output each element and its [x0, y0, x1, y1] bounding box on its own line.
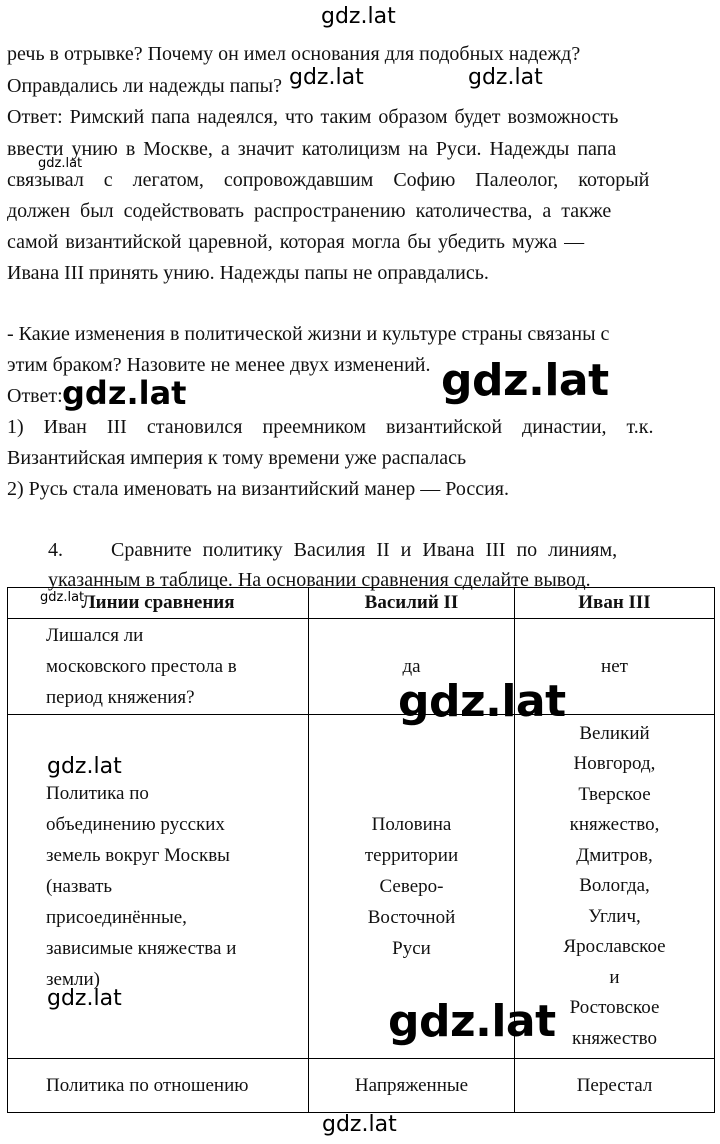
- answer-line-5: самой византийской царевной, которая могла бы убедить мужа —: [7, 231, 585, 253]
- watermark: gdz.lat: [441, 355, 609, 406]
- table-cell: [8, 619, 309, 715]
- answer-line-2: ввести унию в Москве, а значит католицизм на Руси. Надежды папа: [7, 138, 617, 160]
- header-vasily: Василий II: [309, 588, 515, 619]
- watermark-top: gdz.lat: [321, 4, 396, 29]
- task-line-2: указанным в таблице. На основании сравнения сделайте вывод.: [48, 569, 591, 591]
- watermark: gdz.lat: [38, 156, 83, 171]
- cell-text: Ярославское: [563, 936, 666, 958]
- table-cell: [309, 1059, 515, 1113]
- cell-text: княжество: [572, 1027, 657, 1049]
- table-row: [8, 619, 715, 715]
- cell-text: Политика по отношению: [46, 1075, 249, 1096]
- question-text: речь в отрывке? Почему он имел основания для подобных надежд?: [7, 43, 581, 65]
- cell-text: московского престола в: [46, 656, 237, 677]
- cell-text: (назвать: [46, 876, 113, 897]
- cell-text: Углич,: [588, 905, 641, 927]
- cell-text: Северо-: [379, 876, 444, 897]
- answer2-line-1: 1) Иван III становился преемником византийской династии, т.к.: [7, 416, 654, 438]
- watermark: gdz.lat: [388, 996, 556, 1047]
- answer2-label: Ответ:: [7, 385, 63, 407]
- cell-text: Лишался ли: [46, 625, 144, 646]
- question2-line-1: - Какие изменения в политической жизни и культуре страны связаны с: [7, 323, 610, 345]
- table-row: [8, 1059, 715, 1113]
- answer-line-1: Ответ: Римский папа надеялся, что таким образом будет возможность: [7, 106, 619, 128]
- question-text-line-2: Оправдались ли надежды папы?: [7, 75, 282, 97]
- question-text-line-1: [7, 42, 628, 66]
- watermark-bottom: gdz.lat: [322, 1112, 397, 1137]
- watermark: gdz.lat: [62, 374, 187, 412]
- watermark: gdz.lat: [47, 986, 122, 1011]
- watermark: gdz.lat: [289, 65, 364, 90]
- table-cell: [515, 1059, 715, 1113]
- comparison-table: [7, 587, 715, 1113]
- cell-text: и: [609, 966, 620, 988]
- cell-text: Восточной: [367, 907, 456, 928]
- cell-text: Новгород,: [573, 753, 656, 775]
- answer-line-3: связывал с легатом, сопровождавшим Софию Палеолог, который: [7, 169, 650, 191]
- answer-line-4: должен был содействовать распространению католичества, а также: [7, 200, 612, 222]
- header-comparison-lines: Линии сравнения: [8, 588, 309, 619]
- cell-text: присоединённые,: [46, 907, 187, 928]
- cell-text: Тверское: [578, 783, 651, 805]
- task-line-1: Сравните политику Василия II и Ивана III по линиям,: [111, 539, 618, 561]
- cell-text: Политика по: [46, 783, 149, 804]
- cell-text: объединению русских: [46, 814, 225, 835]
- cell-text: период княжения?: [46, 687, 195, 708]
- answer-line-6: Ивана III принять унию. Надежды папы не оправдались.: [7, 262, 489, 284]
- watermark: gdz.lat: [468, 65, 543, 90]
- cell-text: да: [402, 656, 421, 677]
- cell-text: земли): [46, 969, 100, 990]
- table-cell: [8, 1059, 309, 1113]
- answer2-line-2: Византийская империя к тому времени уже распалась: [7, 447, 467, 469]
- watermark: gdz.lat: [398, 676, 566, 727]
- header-ivan: Иван III: [515, 588, 715, 619]
- cell-text: нет: [601, 656, 628, 677]
- cell-text: земель вокруг Москвы: [46, 845, 230, 866]
- cell-text: Вологда,: [579, 875, 650, 897]
- cell-text: Дмитров,: [576, 844, 653, 866]
- table-header-row: [8, 588, 715, 619]
- task-number: 4.: [48, 539, 63, 561]
- cell-text: Половина: [371, 814, 452, 835]
- cell-text: княжество,: [569, 814, 660, 836]
- cell-text: Великий: [579, 722, 650, 744]
- cell-text: Напряженные: [354, 1075, 469, 1096]
- watermark: gdz.lat: [40, 590, 85, 605]
- cell-text: территории: [364, 845, 459, 866]
- cell-text: зависимые княжества и: [46, 938, 237, 959]
- answer2-line-3: 2) Русь стала именовать на византийский манер — Россия.: [7, 478, 510, 500]
- cell-text: Руси: [392, 938, 431, 959]
- watermark: gdz.lat: [47, 754, 122, 779]
- question2-line-2: этим браком? Назовите не менее двух изменений.: [7, 354, 431, 376]
- cell-text: Ростовское: [569, 997, 660, 1019]
- cell-text: Перестал: [576, 1075, 653, 1096]
